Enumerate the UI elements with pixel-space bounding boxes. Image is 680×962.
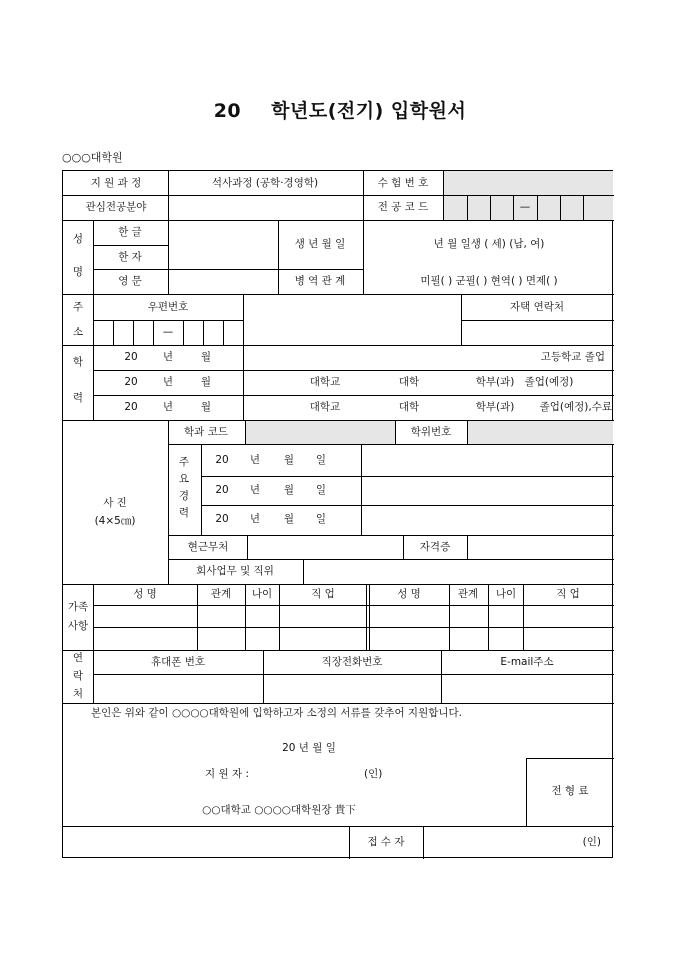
education-char-1: 학: [72, 356, 84, 368]
edu-row3-college: 대학: [398, 401, 420, 413]
career-row1-year: 20: [215, 454, 229, 466]
family-header-name-1: 성 명: [133, 588, 157, 600]
edu-row3-dept: 학부(과): [475, 401, 515, 413]
edu-row3-univ: 대학교: [309, 401, 341, 413]
dept-code-label: 학과 코드: [184, 426, 228, 438]
hline: [201, 505, 614, 506]
vline: [93, 345, 94, 420]
family-header-job-1: 직 업: [311, 588, 335, 600]
edu-row1-nyeon: 년: [162, 351, 174, 363]
vline: [278, 220, 279, 295]
career-row3-il: 일: [315, 513, 327, 525]
vline: [303, 559, 304, 584]
vline: [490, 195, 491, 220]
photo-label: 사 진: [103, 497, 127, 509]
military-label: 병 역 관 계: [294, 275, 346, 287]
family-header-age-2: 나이: [495, 588, 517, 600]
hanja-label: 한 자: [118, 251, 142, 263]
career-row2-nyeon: 년: [249, 484, 261, 496]
birth-label: 생 년 월 일: [294, 238, 346, 250]
vline: [513, 195, 514, 220]
hline: [93, 320, 243, 321]
edu-row2-univ: 대학교: [309, 376, 341, 388]
mobile-label: 휴대폰 번호: [150, 656, 206, 668]
vline: [467, 195, 468, 220]
vline: [223, 320, 224, 345]
edu-row3-end: 졸업(예정),수료: [539, 401, 612, 413]
career-row3-wol: 월: [283, 513, 295, 525]
hline: [93, 370, 614, 371]
email-label: E-mail주소: [500, 656, 554, 668]
edu-row3-wol: 월: [200, 401, 212, 413]
career-char-3: 경: [178, 490, 190, 502]
hline: [63, 420, 614, 421]
edu-row2-end: 졸업(예정): [524, 376, 574, 388]
vline: [263, 650, 264, 703]
family-header-job-2: 직 업: [556, 588, 580, 600]
vline: [279, 584, 280, 650]
vline: [245, 420, 246, 444]
vline: [197, 584, 198, 650]
edu-row2-dept: 학부(과): [475, 376, 515, 388]
applicant-seal: (인): [364, 768, 383, 780]
vline: [361, 444, 362, 535]
course-value: 석사과정 (공학·경영학): [211, 177, 319, 189]
hline: [93, 245, 169, 246]
dept-code-shade: [245, 420, 395, 444]
contact-char-3: 처: [72, 688, 84, 700]
course-label: 지 원 과 정: [90, 177, 142, 189]
vline: [366, 584, 367, 650]
hline: [63, 584, 614, 585]
contact-char-2: 락: [72, 670, 84, 682]
career-row1-wol: 월: [283, 454, 295, 466]
vline: [403, 535, 404, 559]
vline: [168, 171, 169, 220]
hline: [201, 476, 614, 477]
vline: [201, 444, 202, 535]
hline: [63, 294, 614, 295]
contact-char-1: 연: [72, 652, 84, 664]
degree-number-label: 학위번호: [410, 426, 452, 438]
major-code-dash: —: [519, 201, 531, 213]
vline: [247, 535, 248, 559]
application-form: [62, 170, 613, 858]
education-char-2: 력: [72, 392, 84, 404]
vline: [183, 320, 184, 345]
vline: [133, 320, 134, 345]
postal-code-label: 우편번호: [147, 301, 189, 313]
career-row2-wol: 월: [283, 484, 295, 496]
license-label: 자격증: [419, 541, 451, 553]
application-fee-label: 전 형 료: [551, 785, 589, 797]
addressee: ○○대학교 ○○○○대학원장 貴下: [202, 804, 356, 816]
edu-row1-year: 20: [124, 351, 138, 363]
hline: [93, 269, 363, 270]
page-title: 20 학년도(전기) 입학원서: [213, 100, 467, 122]
hline: [168, 444, 614, 445]
vline: [153, 320, 154, 345]
hline: [93, 395, 614, 396]
family-label-1: 가족: [67, 601, 89, 613]
vline: [93, 650, 94, 703]
photo-size: (4×5㎝): [94, 515, 136, 527]
korean-label: 한 글: [118, 226, 142, 238]
exam-number-label: 수 험 번 호: [377, 177, 429, 189]
hline: [168, 535, 614, 536]
career-char-1: 주: [178, 456, 190, 468]
career-row2-year: 20: [215, 484, 229, 496]
office-phone-label: 직장전화번호: [321, 656, 383, 668]
interest-field-label: 관심전공분야: [85, 201, 147, 213]
vline: [467, 420, 468, 444]
receiver-seal: (인): [582, 836, 601, 848]
vline: [113, 320, 114, 345]
vline: [395, 420, 396, 444]
career-row1-il: 일: [315, 454, 327, 466]
vline: [363, 220, 364, 295]
edu-row2-year: 20: [124, 376, 138, 388]
career-row2-il: 일: [315, 484, 327, 496]
university-name: ○○○대학원: [62, 151, 123, 164]
vline: [93, 294, 94, 346]
vline: [441, 650, 442, 703]
hline: [63, 220, 614, 221]
career-row3-nyeon: 년: [249, 513, 261, 525]
vline: [523, 584, 524, 650]
vline: [93, 220, 94, 295]
hline: [63, 195, 614, 196]
vline: [168, 420, 169, 584]
edu-row2-wol: 월: [200, 376, 212, 388]
receiver-label: 접 수 자: [367, 836, 405, 848]
hline: [63, 826, 614, 827]
edu-row1-end: 고등학교 졸업: [540, 351, 605, 363]
exam-number-shade: [443, 171, 613, 195]
applicant-label: 지 원 자 :: [205, 768, 249, 780]
address-char-2: 소: [72, 326, 84, 338]
career-char-4: 력: [178, 507, 190, 519]
declaration-statement: 본인은 위와 같이 ○○○○대학원에 입학하고자 소정의 서류를 갖추어 지원합니다.: [91, 707, 462, 719]
military-value: 미필( ) 군필( ) 현역( ) 면제( ): [420, 275, 558, 287]
degree-no-shade: [467, 420, 613, 444]
hline: [63, 650, 614, 651]
family-header-relation-2: 관계: [457, 588, 479, 600]
family-header-name-2: 성 명: [397, 588, 421, 600]
name-char-1: 성: [72, 233, 84, 245]
home-phone-label: 자택 연락처: [509, 301, 565, 313]
vline: [423, 826, 424, 859]
birth-value: 년 월 일생 ( 세) (남, 여): [433, 238, 545, 250]
vline: [349, 826, 350, 859]
vline: [488, 584, 489, 650]
edu-row3-year: 20: [124, 401, 138, 413]
career-row1-nyeon: 년: [249, 454, 261, 466]
edu-row3-nyeon: 년: [162, 401, 174, 413]
hline: [63, 345, 614, 346]
hline: [93, 674, 614, 675]
vline: [243, 294, 244, 346]
vline: [537, 195, 538, 220]
career-row3-year: 20: [215, 513, 229, 525]
hline: [93, 605, 614, 606]
duty-label: 회사업무 및 직위: [196, 565, 274, 577]
vline: [203, 320, 204, 345]
career-char-2: 요: [178, 473, 190, 485]
vline: [583, 195, 584, 220]
hline: [168, 559, 614, 560]
postal-code-dash: —: [162, 326, 174, 338]
vline: [467, 535, 468, 559]
vline: [461, 294, 462, 346]
hline: [63, 703, 614, 704]
vline: [363, 171, 364, 220]
vline: [93, 584, 94, 650]
vline: [449, 584, 450, 650]
vline: [526, 758, 527, 826]
hline: [461, 320, 614, 321]
edu-row2-college: 대학: [398, 376, 420, 388]
english-label: 영 문: [118, 275, 142, 287]
vline: [243, 345, 244, 420]
vline: [560, 195, 561, 220]
workplace-label: 현근무처: [187, 541, 229, 553]
edu-row2-nyeon: 년: [162, 376, 174, 388]
vline: [369, 584, 370, 650]
edu-row1-wol: 월: [200, 351, 212, 363]
declaration-date: 20 년 월 일: [282, 742, 336, 754]
family-header-age-1: 나이: [251, 588, 273, 600]
address-char-1: 주: [72, 301, 84, 313]
vline: [168, 220, 169, 295]
hline: [93, 627, 614, 628]
vline: [443, 171, 444, 220]
vline: [245, 584, 246, 650]
name-char-2: 명: [72, 266, 84, 278]
family-header-relation-1: 관계: [210, 588, 232, 600]
major-code-label: 전 공 코 드: [377, 201, 429, 213]
hline: [526, 758, 614, 759]
family-label-2: 사항: [67, 620, 89, 632]
